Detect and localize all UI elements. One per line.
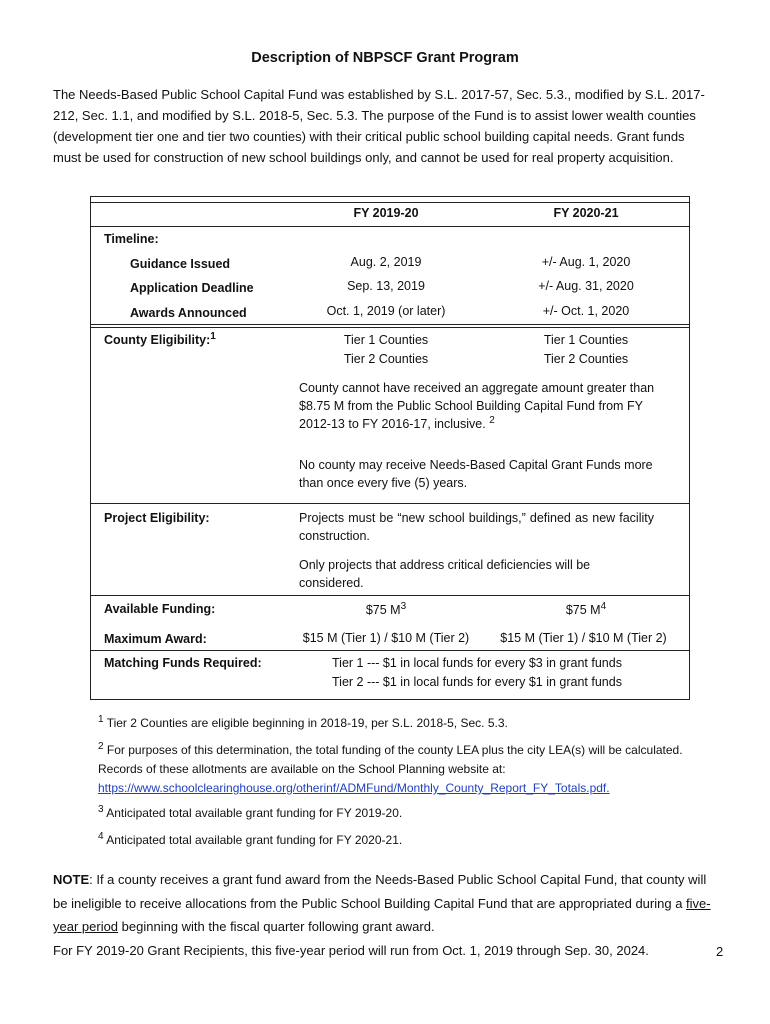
timeline-label: Timeline: <box>104 232 159 246</box>
maximum-award-label: Maximum Award: <box>104 632 207 646</box>
grant-table <box>90 196 690 700</box>
county-note-aggregate: County cannot have received an aggregate amount greater than $8.75 M from the Public School Building Capital Fund from FY 2012-13 to FY 2016-17, inclusive. $^2$ <box>299 381 655 431</box>
intro-paragraph: The Needs-Based Public School Capital Fund was established by S.L. 2017-57, Sec. 5.3., modified by S.L. 2017-212, Sec. 1.1, and modified by S.L. 2018-5, Sec. 5.3. The purpose of the Fund is to assist lower wealth counties (development tier one and tier two counties) with their critical public school building capital needs. Grant funds must be used for construction of new school buildings only, and cannot be used for real property acquisition. <box>53 87 705 165</box>
county-fy2-tier1: Tier 1 Counties <box>543 333 629 347</box>
timeline-fy2: +/- Oct. 1, 2020 <box>542 304 630 318</box>
county-note-five-years: No county may receive Needs-Based Capital Grant Funds more than once every five (5) years. <box>299 458 653 490</box>
funding-fy2: $75 $M^4$ <box>565 600 607 617</box>
max-award-fy1: $15 M (Tier 1) / $10 M (Tier 2) <box>302 631 470 645</box>
five-year-period: five-year period <box>53 895 711 934</box>
table-divider <box>91 202 689 203</box>
matching-funds-label: Matching Funds Required: <box>104 656 262 670</box>
table-divider <box>91 327 689 328</box>
timeline-row-label: Application Deadline <box>130 281 254 295</box>
timeline-fy2: +/- Aug. 31, 2020 <box>538 279 634 293</box>
footnote-4: $^4$ Anticipated total available grant funding for FY 2020-21. <box>98 831 403 847</box>
timeline-fy1: Oct. 1, 2019 (or later) <box>326 304 446 318</box>
timeline-fy1: Sep. 13, 2019 <box>347 279 425 293</box>
page-number: 2 <box>716 944 724 959</box>
table-divider <box>91 595 689 596</box>
county-fy1-tier1: Tier 1 Counties <box>343 333 429 347</box>
timeline-row-label: Guidance Issued <box>130 257 231 271</box>
table-divider <box>91 324 689 325</box>
note-label: NOTE <box>53 872 90 887</box>
project-note-new-buildings: Projects must be “new school buildings,” defined as new facility construction. <box>299 511 654 543</box>
county-fy1-tier2: Tier 2 Counties <box>343 352 429 366</box>
table-divider <box>91 503 689 504</box>
footnote-1: $^1$ Tier 2 Counties are eligible beginning in 2018-19, per S.L. 2018-5, Sec. 5.3. <box>98 714 508 730</box>
funding-fy1: $75 $M^3$ <box>365 600 407 617</box>
footnote-2: $^2$ For purposes of this determination, the total funding of the county LEA plus the city LEA(s) will be calculated. Records of these allotments are available on the School Planning website at: https://www.schoolclearinghouse.org/otherinf/ADMFund/Monthly_County_Report_FY_Totals.pdf. <box>98 741 683 795</box>
table-divider <box>91 226 689 227</box>
max-award-fy2: $15 M (Tier 1) / $10 M (Tier 2) <box>500 631 667 645</box>
project-eligibility-label: Project Eligibility: <box>104 511 210 525</box>
matching-tier1: Tier 1 --- $1 in local funds for every $3 in grant funds <box>332 656 622 670</box>
timeline-fy2: +/- Aug. 1, 2020 <box>541 255 631 269</box>
timeline-row-label: Awards Announced <box>130 306 247 320</box>
col-header-fy2: FY 2020-21 <box>553 206 619 220</box>
county-eligibility-label: County Eligibility:$^1$ <box>104 330 216 347</box>
page-title: Description of NBPSCF Grant Program <box>251 50 519 66</box>
note-paragraph: NOTE: If a county receives a grant fund award from the Needs-Based Public School Capital Fund, that county will be ineligible to receive allocations from the Public School Building Capital Fund that are appropriated during a five-year period beginning with the fiscal quarter following grant award. For FY 2019-20 Grant Recipients, this five-year period will run from Oct. 1, 2019 through Sep. 30, 2024. <box>53 872 711 958</box>
col-header-fy1: FY 2019-20 <box>353 206 419 220</box>
footnote-3: $^3$ Anticipated total available grant funding for FY 2019-20. <box>98 804 403 820</box>
project-note-deficiencies: Only projects that address critical deficiencies will be considered. <box>299 558 591 590</box>
note-line-2: For FY 2019-20 Grant Recipients, this five-year period will run from Oct. 1, 2019 through Sep. 30, 2024. <box>53 942 649 958</box>
timeline-fy1: Aug. 2, 2019 <box>350 255 422 269</box>
county-fy2-tier2: Tier 2 Counties <box>543 352 629 366</box>
available-funding-label: Available Funding: <box>104 602 216 616</box>
school-planning-link[interactable]: https://www.schoolclearinghouse.org/otherinf/ADMFund/Monthly_County_Report_FY_Totals.pdf. <box>98 781 610 795</box>
matching-tier2: Tier 2 --- $1 in local funds for every $1 in grant funds <box>332 675 622 689</box>
table-divider <box>91 650 689 651</box>
